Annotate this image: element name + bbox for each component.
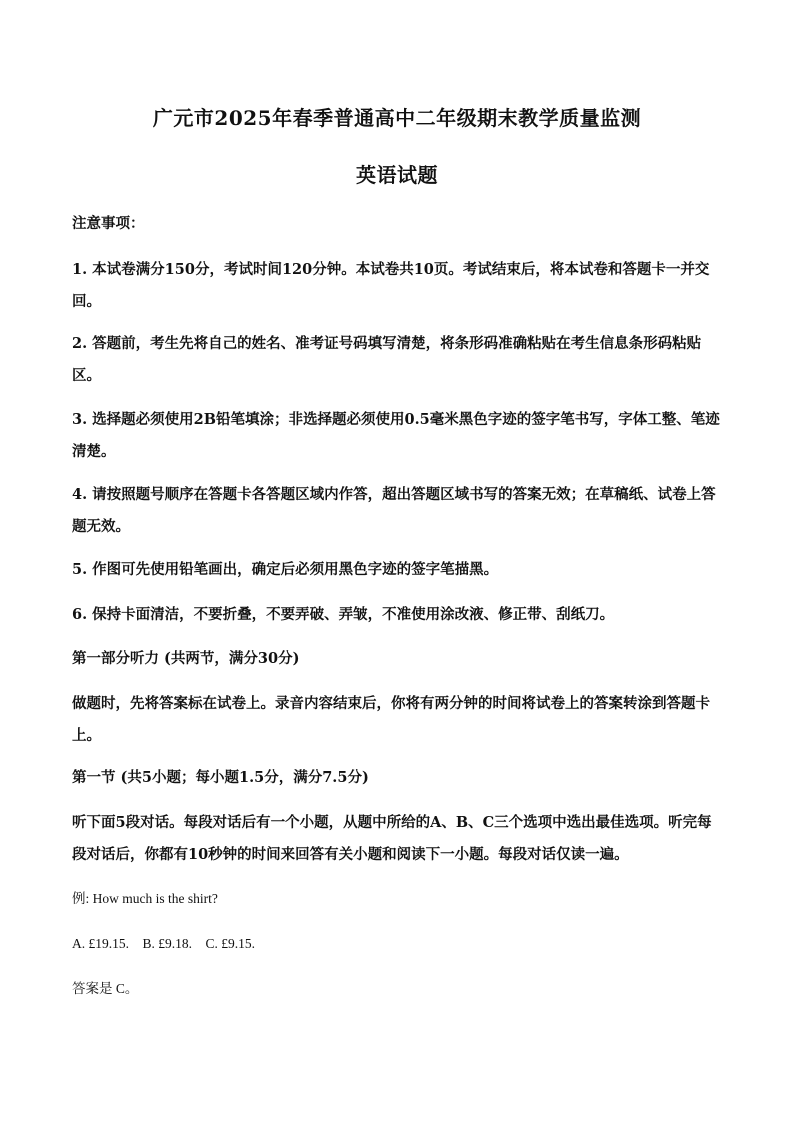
part1-instruction: 做题时，先将答案标在试卷上。录音内容结束后，你将有两分钟的时间将试卷上的答案转涂到答题卡上。 — [72, 695, 710, 744]
example-question: 例: How much is the shirt? — [72, 891, 218, 906]
example-options: A. £19.15. B. £9.18. C. £9.15. — [72, 936, 256, 951]
notice-item-1: 1. 本试卷满分150分，考试时间120分钟。本试卷共10页。考试结束后，将本试卷和答题卡一并交回。 — [72, 261, 710, 310]
part1-heading: 第一部分听力 (共两节，满分30分) — [72, 650, 300, 667]
page-subtitle: 英语试题 — [356, 163, 438, 187]
example-answer: 答案是 C。 — [72, 981, 139, 996]
section1-heading: 第一节 (共5小题；每小题1.5分，满分7.5分) — [72, 769, 369, 786]
notice-item-6: 6. 保持卡面清洁，不要折叠，不要弄破、弄皱，不准使用涂改液、修正带、刮纸刀。 — [72, 606, 615, 623]
notice-item-3: 3. 选择题必须使用2B铅笔填涂；非选择题必须使用0.5毫米黑色字迹的签字笔书写，字体工整、笔迹清楚。 — [72, 411, 720, 460]
notice-heading: 注意事项： — [72, 215, 145, 232]
section1-instruction: 听下面5段对话。每段对话后有一个小题，从题中所给的A、B、C三个选项中选出最佳选项。听完每段对话后，你都有10秒钟的时间来回答有关小题和阅读下一小题。每段对话仅读一遍。 — [72, 814, 712, 863]
notice-item-4: 4. 请按照题号顺序在答题卡各答题区域内作答，超出答题区域书写的答案无效；在草稿纸、试卷上答题无效。 — [72, 486, 716, 535]
notice-item-5: 5. 作图可先使用铅笔画出，确定后必须用黑色字迹的签字笔描黑。 — [72, 561, 499, 578]
page-title: 广元市2025年春季普通高中二年级期末教学质量监测 — [152, 106, 642, 130]
notice-item-2: 2. 答题前，考生先将自己的姓名、准考证号码填写清楚，将条形码准确粘贴在考生信息条形码粘贴区。 — [72, 335, 702, 384]
